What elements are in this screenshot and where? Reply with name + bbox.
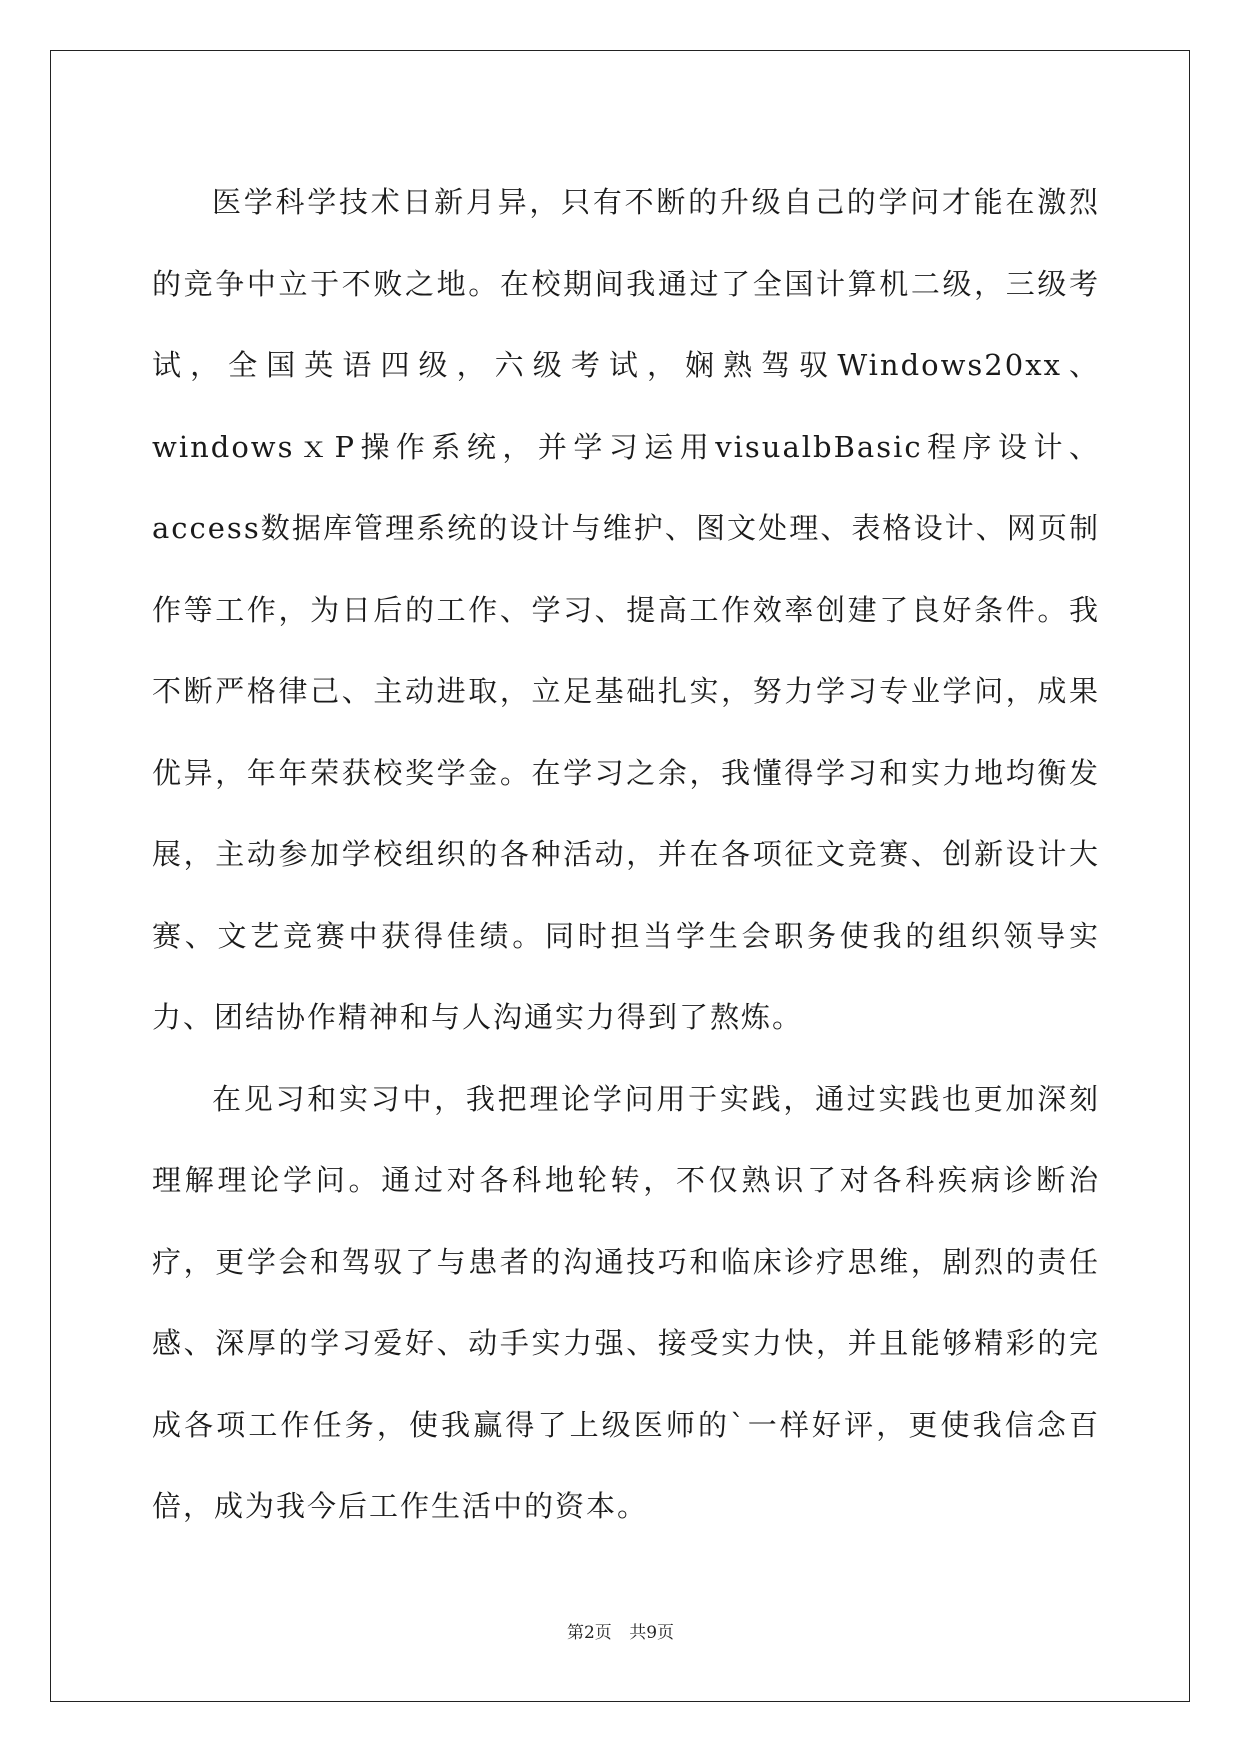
document-body: [152, 162, 1100, 1548]
page-current: 第2页: [566, 1623, 612, 1643]
paragraph-2: 在见习和实习中，我把理论学问用于实践，通过实践也更加深刻理解理论学问。通过对各科地轮转，不仅熟识了对各科疾病诊断治疗，更学会和驾驭了与患者的沟通技巧和临床诊疗思维，剧烈的责任感、深厚的学习爱好、动手实力强、接受实力快，并且能够精彩的完成各项工作任务，使我赢得了上级医师的`一样好评，更使我信念百倍，成为我今后工作生活中的资本。: [152, 1081, 1100, 1523]
page-total: 共9页: [629, 1623, 675, 1643]
paragraph-1: 医学科学技术日新月异，只有不断的升级自己的学问才能在激烈的竞争中立于不败之地。在校期间我通过了全国计算机二级，三级考试，全国英语四级，六级考试，娴熟驾驭Windows20xx、windowsｘP操作系统，并学习运用visualbBasic程序设计、access数据库管理系统的设计与维护、图文处理、表格设计、网页制作等工作，为日后的工作、学习、提高工作效率创建了良好条件。我不断严格律己、主动进取，立足基础扎实，努力学习专业学问，成果优异，年年荣获校奖学金。在学习之余，我懂得学习和实力地均衡发展，主动参加学校组织的各种活动，并在各项征文竞赛、创新设计大赛、文艺竞赛中获得佳绩。同时担当学生会职务使我的组织领导实力、团结协作精神和与人沟通实力得到了熬炼。: [152, 185, 1100, 1034]
page-footer: [0, 1618, 1241, 1643]
